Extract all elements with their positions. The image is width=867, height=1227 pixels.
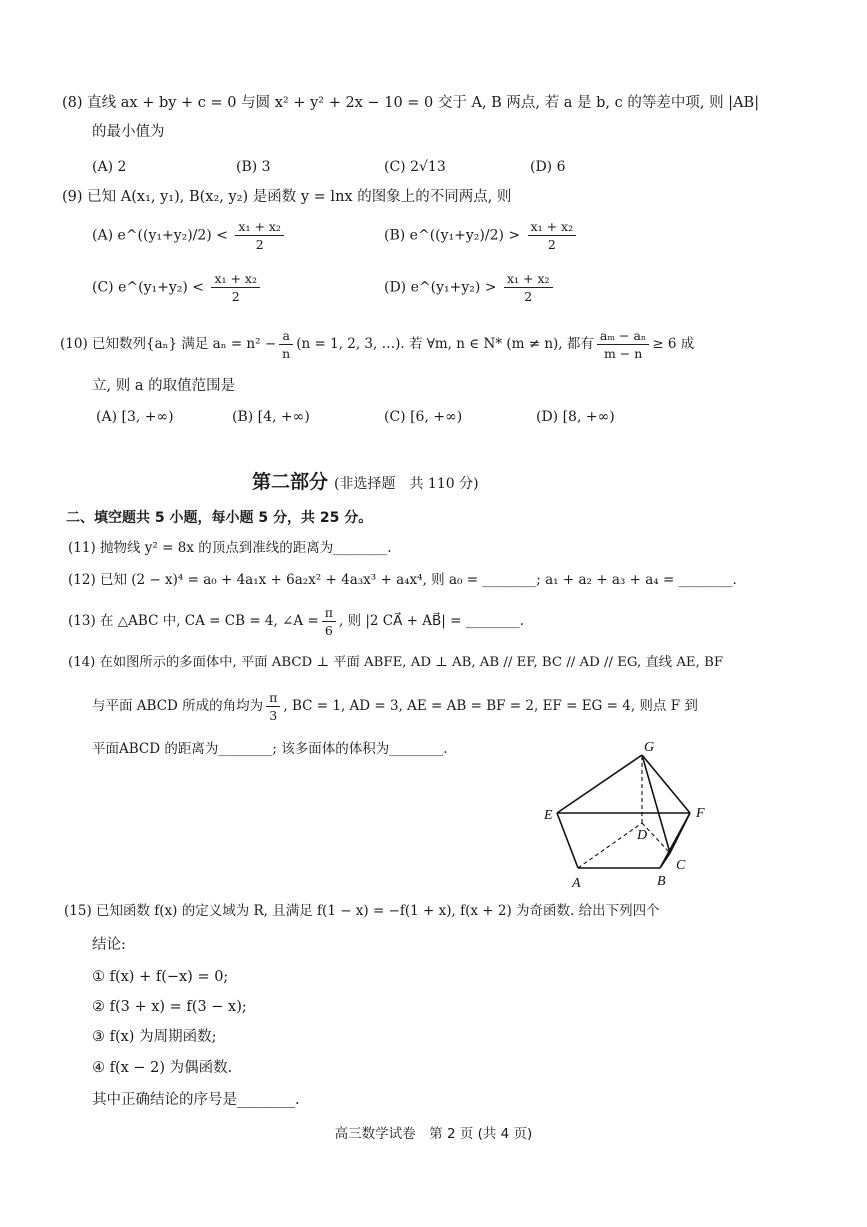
label-b: B: [657, 874, 666, 889]
denominator: 2: [547, 237, 556, 252]
q10-option-b: (B) [4, +∞): [232, 409, 310, 425]
edge-ad: [578, 823, 642, 868]
denominator: 2: [524, 289, 533, 304]
edge-cf: [670, 813, 690, 853]
q9-option-b: [384, 218, 579, 253]
label-a: A: [572, 876, 581, 891]
q10-option-c: (C) [6, +∞): [384, 409, 463, 425]
option-label: (A): [92, 227, 114, 244]
comparison-sign: >: [508, 227, 521, 244]
numerator: x₁ + x₂: [211, 270, 260, 288]
fraction: [235, 218, 284, 253]
q15-item-4: ④ f(x − 2) 为偶函数.: [92, 1060, 233, 1076]
q8-line1: (8) 直线 ax + by + c = 0 与圆 x² + y² + 2x − 10 = 0 交于 A, B 两点, 若 a 是 b, c 的等差中项, 则 |AB|: [62, 95, 760, 111]
exp-expression: e^(y₁+y₂): [118, 279, 188, 296]
denominator: 6: [324, 623, 333, 638]
q15-item-1: ① f(x) + f(−x) = 0;: [92, 969, 229, 985]
q15-line2: 结论:: [92, 937, 126, 953]
q10-mid: (n = 1, 2, 3, …). 若 ∀m, n ∈ N* (m ≠ n), 都有: [296, 336, 594, 352]
fraction: [597, 327, 649, 362]
q8-option-a: (A) 2: [92, 159, 127, 175]
q10-line2: 立, 则 a 的取值范围是: [92, 378, 236, 394]
denominator: m − n: [603, 346, 643, 361]
label-f: F: [696, 806, 705, 821]
exp-expression: e^((y₁+y₂)/2): [117, 227, 212, 244]
q8-option-d: (D) 6: [530, 159, 566, 175]
q12: (12) 已知 (2 − x)⁴ = a₀ + 4a₁x + 6a₂x² + 4a₃x³ + a₄x⁴, 则 a₀ = ________; a₁ + a₂ + a₃ + a₄ = ________.: [68, 572, 737, 588]
q14-line1: (14) 在如图所示的多面体中, 平面 ABCD ⊥ 平面 ABFE, AD ⊥ AB, AB // EF, BC // AD // EG, 直线 AE, BF: [68, 655, 724, 670]
q14-line2: [92, 688, 698, 724]
q9-option-d: [384, 270, 556, 305]
q10-option-a: (A) [3, +∞): [96, 409, 174, 425]
q10-post: ≥ 6 成: [652, 336, 695, 352]
part2-title-text: 第二部分: [252, 471, 329, 493]
q13-pre: (13) 在 △ABC 中, CA = CB = 4, ∠A =: [68, 613, 319, 629]
comparison-sign: >: [484, 279, 497, 296]
fraction: [266, 689, 280, 724]
q10-line1: [60, 326, 694, 362]
polyhedron-figure: [520, 735, 720, 895]
option-label: (B): [384, 227, 406, 244]
label-d: D: [637, 828, 648, 843]
fraction: [279, 327, 293, 362]
q9-option-c: [92, 270, 263, 305]
denominator: 3: [269, 708, 278, 723]
q15-line1: (15) 已知函数 f(x) 的定义域为 R, 且满足 f(1 − x) = −f(1 + x), f(x + 2) 为奇函数. 给出下列四个: [64, 903, 660, 919]
exp-expression: e^(y₁+y₂): [410, 279, 481, 296]
q8-option-c: (C) 2√13: [384, 159, 446, 175]
label-c: C: [676, 858, 686, 873]
denominator: 2: [255, 237, 264, 252]
q13-post: , 则 |2 CA⃗ + AB⃗| = ________.: [338, 613, 524, 629]
q15-item-2: ② f(3 + x) = f(3 − x);: [92, 999, 247, 1015]
q8-line2: 的最小值为: [92, 124, 165, 140]
numerator: a: [279, 327, 293, 345]
q9-option-a: [92, 218, 287, 253]
section-heading: 二、填空题共 5 小题，每小题 5 分，共 25 分。: [66, 510, 373, 526]
option-label: (C): [92, 279, 114, 296]
numerator: x₁ + x₂: [528, 218, 577, 236]
q8-option-b: (B) 3: [236, 159, 271, 175]
page-footer: 高三数学试卷 第 2 页 (共 4 页): [334, 1126, 533, 1142]
q14-line3: 平面ABCD 的距离为________; 该多面体的体积为________.: [92, 741, 448, 757]
figure-edges: [557, 755, 690, 868]
edge-ea: [557, 813, 578, 868]
fraction: [504, 270, 553, 305]
fraction: [211, 270, 260, 305]
comparison-sign: <: [216, 227, 228, 244]
q14-line2-pre: 与平面 ABCD 所成的角均为: [92, 698, 264, 714]
q9-stem: (9) 已知 A(x₁, y₁), B(x₂, y₂) 是函数 y = lnx 的图象上的不同两点, 则: [62, 189, 512, 205]
part2-title: [252, 467, 479, 494]
exp-expression: e^((y₁+y₂)/2): [409, 227, 504, 244]
q13: [68, 603, 524, 639]
numerator: aₘ − aₙ: [597, 327, 649, 345]
edge-eg: [557, 755, 642, 813]
fraction: [322, 604, 336, 639]
edge-gf: [642, 755, 690, 813]
label-g: G: [644, 740, 655, 755]
q10-option-d: (D) [8, +∞): [536, 409, 615, 425]
numerator: x₁ + x₂: [504, 270, 553, 288]
option-label: (D): [384, 279, 407, 296]
q15-item-3: ③ f(x) 为周期函数;: [92, 1029, 217, 1045]
q15-ask: 其中正确结论的序号是________.: [92, 1092, 300, 1108]
edge-bc: [660, 853, 670, 868]
fraction: [528, 218, 577, 253]
numerator: x₁ + x₂: [235, 218, 284, 236]
denominator: 2: [231, 289, 240, 304]
part2-subtitle: (非选择题 共 110 分): [334, 476, 479, 492]
q14-line2-post: , BC = 1, AD = 3, AE = AB = BF = 2, EF = EG = 4, 则点 F 到: [283, 698, 698, 714]
numerator: π: [266, 689, 280, 707]
numerator: π: [322, 604, 336, 622]
denominator: n: [282, 346, 291, 361]
comparison-sign: <: [192, 279, 204, 296]
label-e: E: [544, 808, 553, 823]
q10-pre: (10) 已知数列{aₙ} 满足 aₙ = n² −: [60, 336, 277, 352]
q11: (11) 抛物线 y² = 8x 的顶点到准线的距离为________.: [68, 540, 392, 556]
